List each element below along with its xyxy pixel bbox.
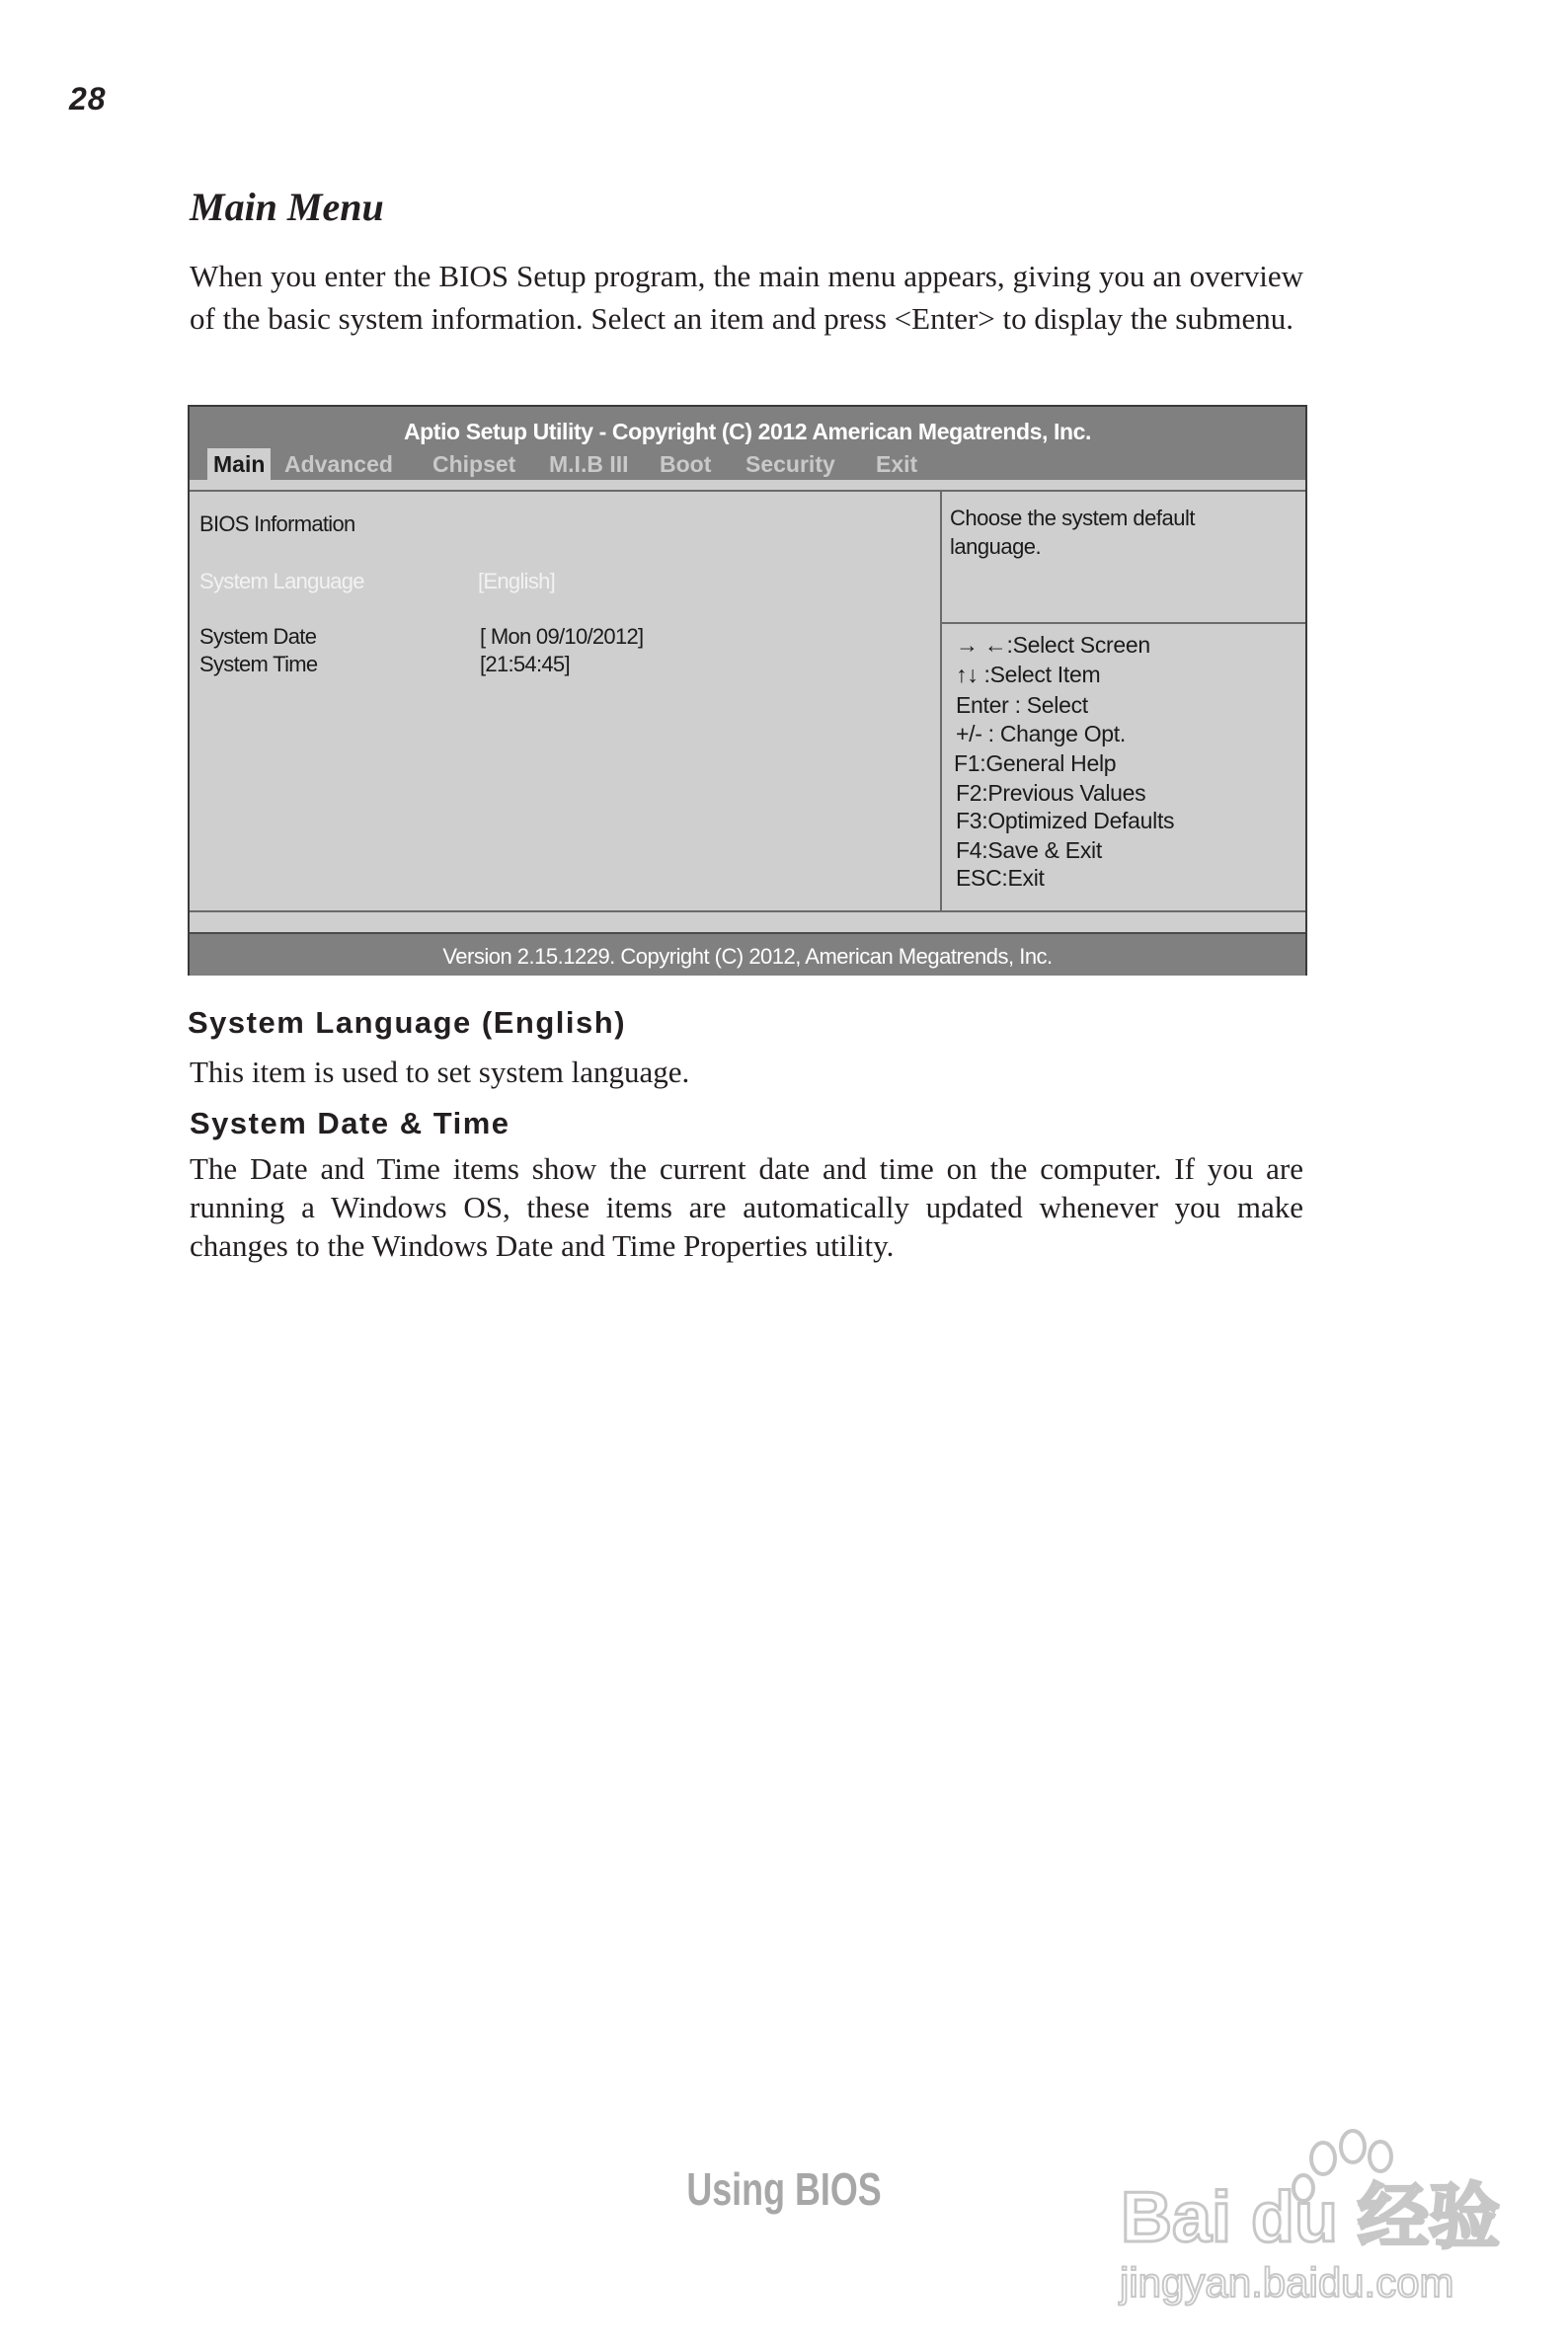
- baidu-paw-logo: [1116, 2123, 1511, 2320]
- tab-chipset[interactable]: Chipset: [432, 451, 516, 477]
- key-legend: [942, 622, 1305, 908]
- system-time-label[interactable]: System Time: [199, 652, 318, 676]
- bios-screenshot: [188, 405, 1307, 976]
- page-number: 28: [69, 81, 107, 117]
- key-select-item: ↑↓ :Select Item: [956, 662, 1101, 687]
- system-date-value[interactable]: [ Mon 09/10/2012]: [480, 624, 644, 649]
- key-change-opt: +/- : Change Opt.: [956, 721, 1126, 746]
- system-language-label[interactable]: System Language: [199, 569, 364, 593]
- bios-divider: [190, 910, 1305, 912]
- key-f4: F4:Save & Exit: [956, 837, 1102, 863]
- section-body-system-language: This item is used to set system language.: [190, 1055, 690, 1089]
- system-time-value[interactable]: [21:54:45]: [480, 652, 570, 676]
- baidu-watermark: [1116, 2123, 1511, 2320]
- tab-main[interactable]: Main: [207, 448, 271, 480]
- section-title-system-language: System Language (English): [188, 1005, 627, 1040]
- key-enter: Enter : Select: [956, 692, 1088, 718]
- bios-title: Aptio Setup Utility - Copyright (C) 2012 American Megatrends, Inc.: [403, 419, 1092, 444]
- help-pane: [942, 490, 1305, 624]
- settings-pane: [190, 490, 942, 910]
- key-f3: F3:Optimized Defaults: [956, 808, 1175, 833]
- bios-footer-bar: [190, 932, 1305, 976]
- footer-title: Using BIOS: [686, 2163, 882, 2215]
- tab-mib[interactable]: M.I.B III: [549, 451, 629, 477]
- section-title-system-date-time: System Date & Time: [190, 1106, 510, 1140]
- key-select-screen: → ←:Select Screen: [956, 632, 1150, 658]
- intro-paragraph: When you enter the BIOS Setup program, the main menu appears, giving you an overview of the basic system information. Select an item and press <Enter> to display the submenu.: [190, 259, 1303, 336]
- bios-header: [190, 407, 1305, 480]
- key-f2: F2:Previous Values: [956, 780, 1146, 806]
- svg-text:jingyan.baidu.com: jingyan.baidu.com: [1120, 2259, 1454, 2306]
- system-language-value[interactable]: [English]: [478, 569, 556, 593]
- bios-version: Version 2.15.1229. Copyright (C) 2012, American Megatrends, Inc.: [442, 944, 1053, 969]
- key-esc: ESC:Exit: [956, 865, 1045, 891]
- svg-text:Bai du 经验: Bai du 经验: [1121, 2178, 1501, 2257]
- system-date-label[interactable]: System Date: [199, 624, 317, 649]
- help-text: Choose the system default language.: [950, 506, 1195, 559]
- key-f1: F1:General Help: [954, 750, 1117, 776]
- bios-information-header: BIOS Information: [199, 511, 355, 536]
- section-body-system-date-time: The Date and Time items show the current date and time on the computer. If you are running a Windows OS, these items are automatically updated whenever you make changes to the Windows Date and Time Properties utility.: [190, 1151, 1303, 1263]
- tab-advanced[interactable]: Advanced: [284, 451, 393, 477]
- tab-security[interactable]: Security: [745, 451, 835, 477]
- page-heading: Main Menu: [190, 185, 384, 229]
- tab-exit[interactable]: Exit: [876, 451, 918, 477]
- tab-boot[interactable]: Boot: [660, 451, 712, 477]
